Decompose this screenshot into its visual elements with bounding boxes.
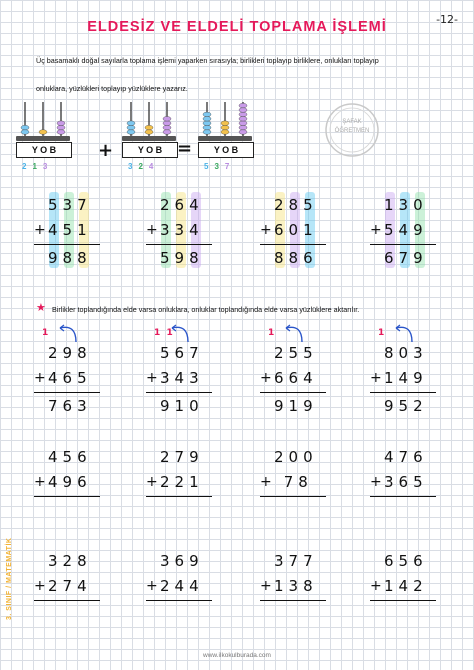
addition-problem xyxy=(30,196,100,276)
page-title: ELDESİZ VE ELDELİ TOPLAMA İŞLEMİ xyxy=(87,19,387,35)
addition-problem xyxy=(30,552,100,632)
page-number: -12- xyxy=(436,13,458,26)
plus-sign: + xyxy=(34,474,46,490)
plus-sign: + xyxy=(260,578,272,594)
plus-sign: + xyxy=(34,370,46,386)
plus-sign: + xyxy=(98,140,114,161)
addend-bottom: 664 xyxy=(274,369,318,387)
addition-problem xyxy=(142,448,212,528)
carry-digit: 1 1 xyxy=(154,328,173,338)
addend-top: 130 xyxy=(384,196,428,214)
addend-bottom: 549 xyxy=(384,221,428,239)
addend-top: 369 xyxy=(160,552,204,570)
sum-answer: 988 xyxy=(48,249,92,267)
sum-answer: 886 xyxy=(274,249,318,267)
carry-digit: 1 xyxy=(42,328,49,338)
plus-sign: + xyxy=(34,222,46,238)
sum-line xyxy=(34,496,100,497)
plus-sign: + xyxy=(260,474,272,490)
addition-problem xyxy=(142,196,212,276)
addend-bottom: 496 xyxy=(48,473,92,491)
sum-line xyxy=(146,496,212,497)
addition-problem xyxy=(30,328,100,424)
star-icon: ★ xyxy=(36,301,46,314)
plus-sign: + xyxy=(146,578,158,594)
answer-blank[interactable] xyxy=(274,501,324,519)
abacus-values-3: 537 xyxy=(204,162,236,171)
sum-answer: 763 xyxy=(48,397,92,415)
addition-problem xyxy=(256,448,326,528)
sum-line xyxy=(370,496,436,497)
sum-line xyxy=(370,600,436,601)
plus-sign: + xyxy=(370,370,382,386)
plus-sign: + xyxy=(34,578,46,594)
answer-blank[interactable] xyxy=(48,605,98,623)
addition-problem xyxy=(366,196,436,276)
addition-problem xyxy=(142,552,212,632)
addend-top: 537 xyxy=(48,196,92,214)
addition-problem xyxy=(30,448,100,528)
addend-top: 285 xyxy=(274,196,318,214)
addend-bottom: 601 xyxy=(274,221,318,239)
sum-answer: 598 xyxy=(160,249,204,267)
place-value-box-2 xyxy=(122,142,178,158)
addend-top: 200 xyxy=(274,448,318,466)
addend-bottom: 142 xyxy=(384,577,428,595)
addend-bottom: 78 xyxy=(274,473,313,491)
abacus-values-1: 213 xyxy=(22,162,54,171)
answer-blank[interactable] xyxy=(48,501,98,519)
intro-text-line1: Üç basamaklı doğal sayılarla toplama işlemi yaparken sırasıyla; birlikleri toplayıp birliklere, onlukları toplayıp xyxy=(36,56,379,65)
sum-answer: 910 xyxy=(160,397,204,415)
answer-blank[interactable] xyxy=(160,501,210,519)
equals-sign: = xyxy=(177,138,193,159)
place-value-box-label: Y O B xyxy=(137,145,163,155)
sum-line xyxy=(260,496,326,497)
sum-line xyxy=(370,244,436,245)
abacus-drawings xyxy=(0,96,474,176)
addend-top: 255 xyxy=(274,344,318,362)
addition-problem xyxy=(366,328,436,424)
carry-digit: 1 xyxy=(378,328,385,338)
sum-line xyxy=(34,600,100,601)
place-value-box-label: Y O B xyxy=(31,145,57,155)
plus-sign: + xyxy=(146,222,158,238)
addend-top: 456 xyxy=(48,448,92,466)
addend-top: 656 xyxy=(384,552,428,570)
addend-bottom: 343 xyxy=(160,369,204,387)
addend-bottom: 365 xyxy=(384,473,428,491)
addend-top: 377 xyxy=(274,552,318,570)
plus-sign: + xyxy=(370,222,382,238)
sum-line xyxy=(34,244,100,245)
place-value-box-1 xyxy=(16,142,72,158)
addend-bottom: 244 xyxy=(160,577,204,595)
addend-bottom: 221 xyxy=(160,473,204,491)
plus-sign: + xyxy=(146,474,158,490)
plus-sign: + xyxy=(370,578,382,594)
addend-top: 264 xyxy=(160,196,204,214)
addition-problem xyxy=(366,448,436,528)
sum-line xyxy=(260,392,326,393)
addend-top: 328 xyxy=(48,552,92,570)
answer-blank[interactable] xyxy=(384,605,434,623)
sum-answer: 679 xyxy=(384,249,428,267)
carry-rule-text: Birlikler toplandığında elde varsa onluklara, onluklar toplandığında elde varsa yüzlüklere aktarılır. xyxy=(52,305,360,314)
stamp-text: ŞAFAK ÖĞRETMEN xyxy=(334,119,370,134)
addend-bottom: 274 xyxy=(48,577,92,595)
addend-top: 298 xyxy=(48,344,92,362)
sum-line xyxy=(146,392,212,393)
plus-sign: + xyxy=(260,222,272,238)
sum-line xyxy=(370,392,436,393)
side-subject-label: 3. SINIF / MATEMATİK xyxy=(6,537,13,620)
sum-line xyxy=(260,244,326,245)
sum-line xyxy=(34,392,100,393)
intro-text-line2: onluklara, yüzlükleri toplayıp yüzlüklere yazarız. xyxy=(36,84,188,93)
addition-problem xyxy=(256,328,326,424)
addend-top: 279 xyxy=(160,448,204,466)
addend-bottom: 149 xyxy=(384,369,428,387)
addend-bottom: 465 xyxy=(48,369,92,387)
addition-problem xyxy=(256,196,326,276)
footer-website: www.ilkokulburada.com xyxy=(203,652,271,659)
addend-top: 803 xyxy=(384,344,428,362)
sum-line xyxy=(260,600,326,601)
addition-problem xyxy=(142,328,212,424)
sum-answer: 919 xyxy=(274,397,318,415)
addition-problem xyxy=(366,552,436,632)
sum-line xyxy=(146,600,212,601)
addend-bottom: 138 xyxy=(274,577,318,595)
addend-top: 476 xyxy=(384,448,428,466)
addend-top: 567 xyxy=(160,344,204,362)
carry-digit: 1 xyxy=(268,328,275,338)
addend-bottom: 334 xyxy=(160,221,204,239)
sum-line xyxy=(146,244,212,245)
place-value-box-3 xyxy=(198,142,254,158)
place-value-box-label: Y O B xyxy=(213,145,239,155)
plus-sign: + xyxy=(146,370,158,386)
plus-sign: + xyxy=(260,370,272,386)
abacus-illustration xyxy=(0,96,474,176)
abacus-values-2: 324 xyxy=(128,162,160,171)
addition-problem xyxy=(256,552,326,632)
sum-answer: 952 xyxy=(384,397,428,415)
answer-blank[interactable] xyxy=(160,605,210,623)
plus-sign: + xyxy=(370,474,382,490)
answer-blank[interactable] xyxy=(384,501,434,519)
answer-blank[interactable] xyxy=(274,605,324,623)
addend-bottom: 451 xyxy=(48,221,92,239)
